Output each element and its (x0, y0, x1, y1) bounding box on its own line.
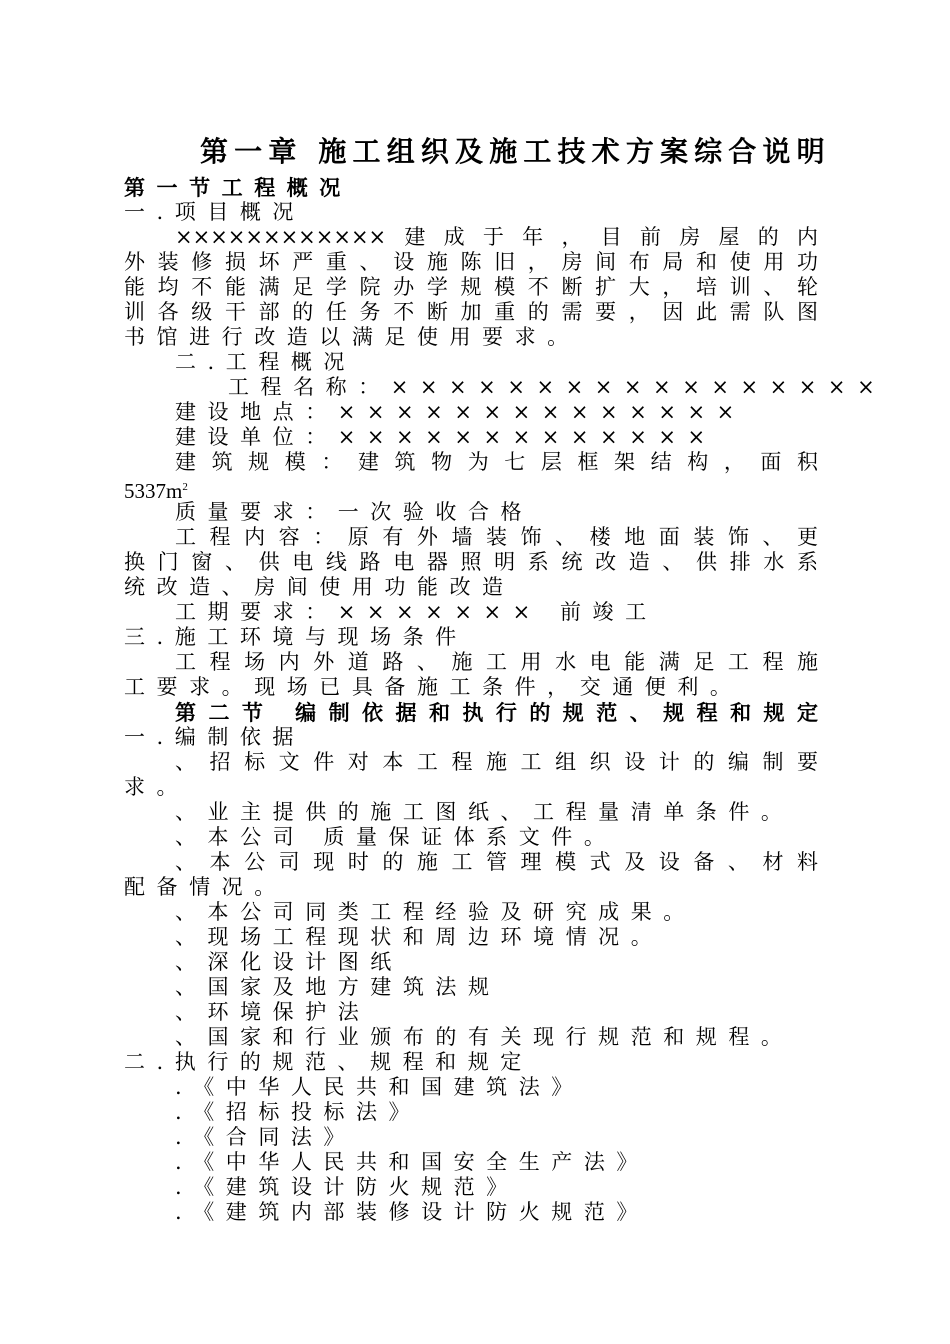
content-line: 工程内容：原有外墙装饰、楼地面装饰、更 (175, 525, 818, 549)
environment-line: 工程场内外道路、施工用水电能满足工程施 (175, 650, 818, 674)
basis-line: 、国家和行业颁布的有关现行规范和规程。 (175, 1025, 794, 1049)
paragraph-line: 外装修损坏严重、设施陈旧，房间布局和使用功 (124, 250, 818, 274)
location-line: 建设地点：×××××××××××××× (175, 400, 746, 424)
basis-line: 配备情况。 (124, 875, 287, 899)
owner-line: 建设单位：××××××××××××× (175, 425, 717, 449)
item-norms-title: 二.执行的规范、规程和规定 (124, 1050, 533, 1074)
item-basis-title: 一.编制依据 (124, 725, 305, 749)
environment-line: 工要求。现场已具备施工条件，交通便利。 (124, 675, 743, 699)
scale-value: $5337m^2$ (124, 479, 188, 503)
chapter-title: 第一章 施工组织及施工技术方案综合说明 (200, 135, 831, 168)
schedule-line: 工期要求：××××××× 前竣工 (175, 600, 658, 624)
norm-item: .《合同法》 (175, 1125, 356, 1149)
norm-item: .《中华人民共和国安全生产法》 (175, 1150, 649, 1174)
norm-item: .《中华人民共和国建筑法》 (175, 1075, 584, 1099)
basis-line: 、深化设计图纸 (175, 950, 403, 974)
basis-line: 求。 (124, 775, 190, 799)
item-environment-title: 三.施工环境与现场条件 (124, 625, 468, 649)
quality-line: 质量要求：一次验收合格 (175, 500, 534, 524)
basis-line: 、本公司现时的施工管理模式及设备、材料 (175, 850, 818, 874)
section-2-heading: 第二节 编制依据和执行的规范、规程和规定 (175, 700, 818, 725)
norm-item: .《建筑设计防火规范》 (175, 1175, 519, 1199)
paragraph-line: 书馆进行改造以满足使用要求。 (124, 325, 580, 349)
section-1-heading: 第一节工程概况 (124, 175, 352, 200)
paragraph-line: 能均不能满足学院办学规模不断扩大，培训、轮 (124, 275, 818, 299)
scale-line: 建筑规模：建筑物为七层框架结构，面积 (175, 450, 818, 474)
basis-line: 、招标文件对本工程施工组织设计的编制要 (175, 750, 818, 774)
basis-line: 、业主提供的施工图纸、工程量清单条件。 (175, 800, 794, 824)
content-line: 换门窗、供电线路电器照明系统改造、供排水系 (124, 550, 818, 574)
basis-line: 、本公司 质量保证体系文件。 (175, 825, 617, 849)
basis-line: 、本公司同类工程经验及研究成果。 (175, 900, 696, 924)
item-project-overview-title: 一.项目概况 (124, 200, 305, 224)
content-line: 统改造、房间使用功能改造 (124, 575, 515, 599)
item-engineering-overview-title: 二.工程概况 (175, 350, 356, 374)
norm-item: .《建筑内部装修设计防火规范》 (175, 1200, 649, 1224)
basis-line: 、国家及地方建筑法规 (175, 975, 501, 999)
paragraph-line: 训各级干部的任务不断加重的需要，因此需队图 (124, 300, 818, 324)
superscript: 2 (182, 481, 188, 493)
basis-line: 、环境保护法 (175, 1000, 371, 1024)
norm-item: .《招标投标法》 (175, 1100, 422, 1124)
paragraph-line: ××××××××××××建成于年，目前房屋的内 (175, 225, 818, 249)
basis-line: 、现场工程现状和周边环境情况。 (175, 925, 664, 949)
project-name-line: 工程名称：××××××××××××××××× (228, 375, 887, 399)
